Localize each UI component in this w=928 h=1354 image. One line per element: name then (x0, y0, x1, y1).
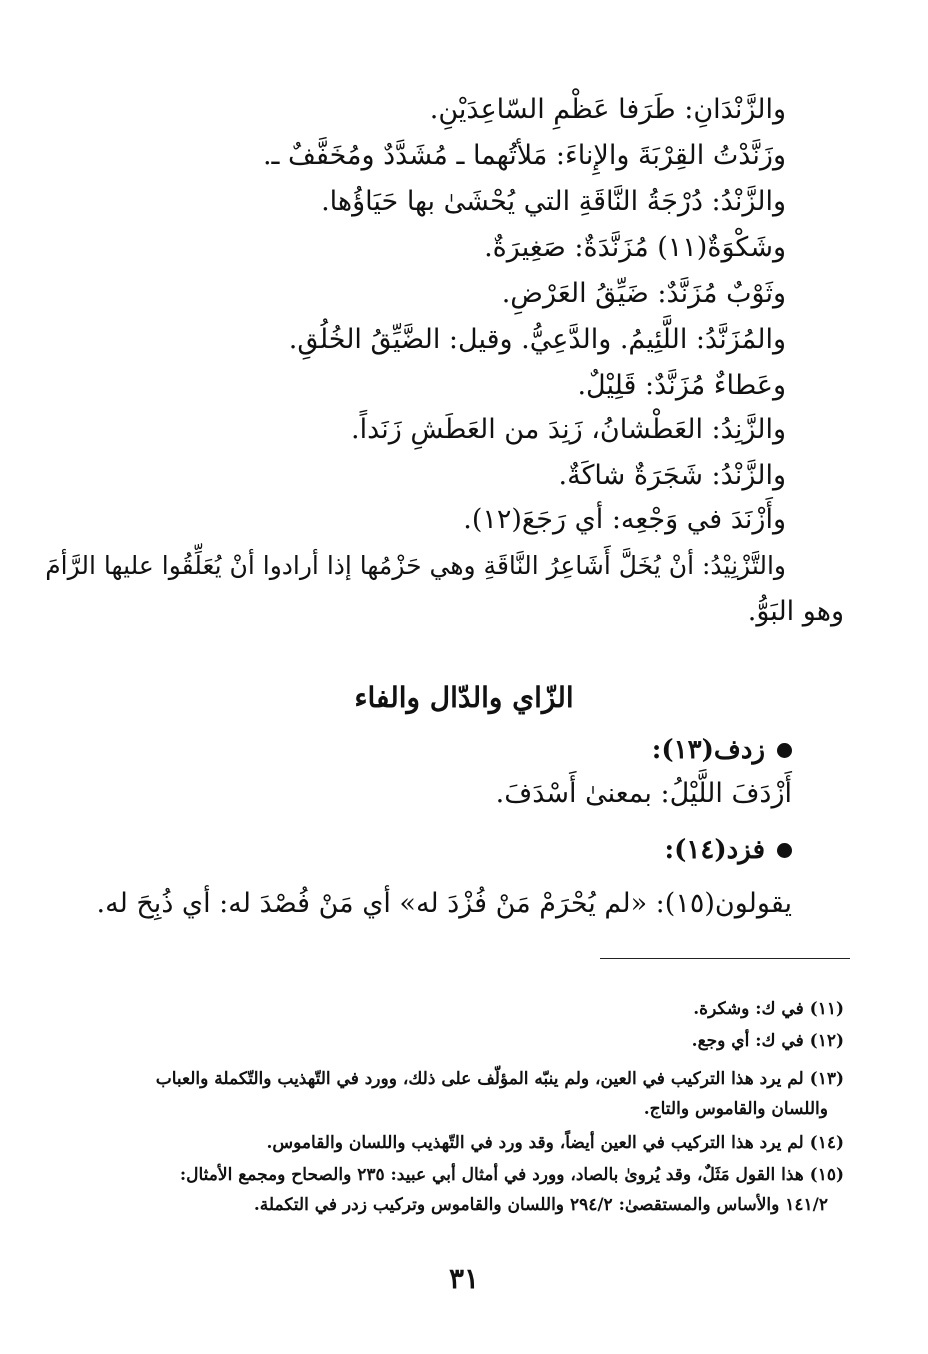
entry-line: والزَّنْدَانِ: طَرَفا عَظْمِ السّاعِدَيْنِ. (429, 94, 786, 125)
entry-line: والمُزَنَّدُ: اللَّئِيمُ. والدَّعِيُّ. وقيل: الضَّيِّقُ الخُلُقِ. (288, 324, 786, 355)
footnote-rule (600, 958, 850, 959)
entry-line: وشَكْوَةٌ(١١) مُزَنَّدَةٌ: صَغِيرَةٌ. (484, 232, 786, 263)
bullet-icon (777, 843, 792, 858)
footnote: (١١) في ك: وشكرة. (693, 999, 844, 1019)
entry-head (665, 830, 793, 870)
entry-head-label: فزد(١٤): (664, 835, 765, 865)
entry-line: وعَطاءٌ مُزَنَّدٌ: قَلِيْلٌ. (577, 370, 786, 401)
footnote: (١٢) في ك: أي وجع. (691, 1031, 844, 1051)
entry-line: وثَوْبٌ مُزَنَّدٌ: ضَيِّقُ العَرْضِ. (501, 278, 786, 309)
entry-text: يقولون(١٥): «لم يُحْرَمْ مَنْ فُزْدَ له» أي مَنْ فُصْدَ له: أي ذُبِحَ له. (96, 888, 792, 919)
footnote: (١٣) لم يرد هذا التركيب في العين، ولم ينبّه المؤلّف على ذلك، وورد في التّهذيب والتّكملة والعباب (155, 1069, 844, 1089)
bullet-icon (777, 743, 792, 758)
entry-head-label: زدف(١٣): (651, 735, 765, 765)
footnote: (١٤) لم يرد هذا التركيب في العين أيضاً، وقد ورد في التّهذيب واللسان والقاموس. (266, 1133, 844, 1153)
entry-line-continuation: وهو البَوُّ. (747, 596, 844, 627)
entry-line: وأَزْنَدَ في وَجْعِه: أي رَجَعَ(١٢). (463, 504, 786, 535)
footnote: (١٥) هذا القول مَثَلٌ، وقد يُروىٰ بالصاد، وورد في أمثال أبي عبيد: ٢٣٥ والصحاح ومجمع الأمثال: (179, 1165, 844, 1185)
entry-line: والتَّزْنِيْدُ: أنْ يُخَلَّ أَشَاعِرُ النَّاقَةِ وهي حَزْمُها إذا أرادوا أنْ يُعَلِّقُوا عليها الرَّأمَ (45, 551, 786, 580)
entry-line: والزَّنْدُ: شَجَرَةٌ شاكَةٌ. (558, 460, 786, 491)
entry-text: أَزْدَفَ اللَّيْلُ: بمعنىٰ أَسْدَفَ. (495, 778, 792, 809)
footnote-continuation: ١٤١/٢ والأساس والمستقصىٰ: ٢٩٤/٢ واللسان والقاموس وتركيب زدر في التكملة. (253, 1195, 828, 1215)
page-number: ٣١ (448, 1262, 480, 1295)
section-heading: الزّاي والدّال والفاء (354, 681, 574, 714)
footnote-continuation: واللسان والقاموس والتاج. (643, 1099, 828, 1119)
entry-line: والزَّنْدُ: دُرْجَةُ النَّاقَةِ التي يُحْشَىٰ بها حَيَاؤُها. (321, 186, 786, 217)
entry-line: والزَّنِدُ: العَطْشانُ، زَنِدَ من العَطَشِ زَنَداً. (351, 414, 786, 445)
entry-head (652, 730, 792, 770)
entry-line: وزَنَّدْتُ القِرْبَةَ والإِناءَ: مَلأتُهما ـ مُشَدَّدٌ ومُخَفَّفٌ ـ. (262, 140, 786, 171)
